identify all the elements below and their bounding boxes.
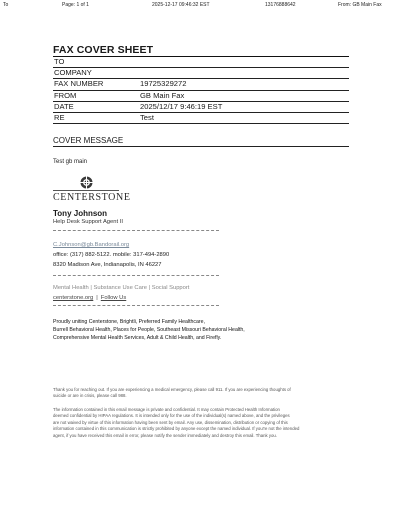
fax-header-datetime: 2025-12-17 09:46:32 EST bbox=[152, 2, 210, 8]
uniting-line: Burrell Behavioral Health, Places for People, Southeast Missouri Behavioral Health, bbox=[53, 327, 245, 333]
field-value: 19725329272 bbox=[139, 79, 349, 90]
signature-job-title: Help Desk Support Agent II bbox=[53, 219, 123, 225]
field-row-fax-number bbox=[53, 79, 349, 90]
signature-tagline: Mental Health | Substance Use Care | Social Support bbox=[53, 285, 190, 291]
confidentiality-line: The information contained in this email message is private and confidential. It may contain Protected Health Information bbox=[53, 407, 280, 412]
link-separator: | bbox=[96, 295, 98, 301]
field-row-date bbox=[53, 101, 349, 112]
signature-links bbox=[53, 295, 126, 301]
confidentiality-line: are not waived by virtue of this information having been sent by email. Any use, dissemination, distribution or copying of this bbox=[53, 419, 288, 425]
signature-divider bbox=[53, 275, 219, 276]
centerstone-logo-icon bbox=[80, 176, 93, 189]
follow-us-link[interactable]: Follow Us bbox=[100, 295, 127, 301]
crisis-notice bbox=[53, 387, 349, 400]
logo-divider bbox=[53, 190, 119, 191]
confidentiality-line: agent, if you have received this email in error, please notify the sender immediately and destroy this email. Thank you. bbox=[53, 432, 277, 438]
signature-divider bbox=[53, 230, 219, 231]
uniting-line: Proudly uniting Centerstone, Brightli, Preferred Family Healthcare, bbox=[53, 319, 205, 325]
notice-line: Thank you for reaching out. If you are experiencing a medical emergency, please call 911. If you are experiencing thoughts of bbox=[53, 387, 291, 392]
field-value bbox=[139, 57, 349, 68]
field-value: GB Main Fax bbox=[139, 90, 349, 101]
notice-line: suicide or are in crisis, please call 988. bbox=[53, 393, 127, 399]
confidentiality-notice bbox=[53, 407, 349, 439]
cover-message-divider bbox=[53, 146, 349, 147]
field-row-re bbox=[53, 113, 349, 124]
fax-header-number: 13176888642 bbox=[265, 2, 296, 8]
website-link[interactable]: centerstone.org bbox=[53, 295, 94, 301]
uniting-line: Comprehensive Mental Health Services, Adult & Child Health, and Firefly. bbox=[53, 335, 222, 341]
signature-address: 8320 Madison Ave, Indianapolis, IN 46227 bbox=[53, 262, 162, 268]
field-label: TO bbox=[53, 57, 139, 68]
field-value: 2025/12/17 9:46:19 EST bbox=[139, 101, 349, 112]
centerstone-logo-text: CENTERSTONE bbox=[53, 192, 131, 203]
fax-transmission-header bbox=[0, 2, 400, 10]
document-title: FAX COVER SHEET bbox=[53, 44, 154, 56]
fax-header-page: Page: 1 of 1 bbox=[62, 2, 89, 8]
field-label: COMPANY bbox=[53, 68, 139, 79]
cover-message-heading: COVER MESSAGE bbox=[53, 136, 124, 145]
signature-email-link[interactable]: C.Johnson@gb.Bandorail.org bbox=[53, 242, 130, 248]
signature-phone: office: (317) 882-5122. mobile: 317-494-2890 bbox=[53, 252, 170, 258]
signature-divider bbox=[53, 305, 219, 306]
fax-fields-table bbox=[53, 57, 349, 124]
signature-name: Tony Johnson bbox=[53, 209, 108, 218]
field-label: RE bbox=[53, 113, 139, 124]
cover-message-text: Test gb main bbox=[53, 159, 88, 165]
confidentiality-line: deemed confidential by HIPAA regulations. It is intended only for the use of the individual(s) named above, and the privileges bbox=[53, 413, 290, 419]
field-label: DATE bbox=[53, 101, 139, 112]
fax-header-from: From: GB Main Fax bbox=[338, 2, 382, 8]
field-label: FAX NUMBER bbox=[53, 79, 139, 90]
fax-header-to: To bbox=[3, 2, 9, 8]
field-row-to bbox=[53, 57, 349, 68]
field-row-from bbox=[53, 90, 349, 101]
field-value: Test bbox=[139, 113, 349, 124]
field-label: FROM bbox=[53, 90, 139, 101]
confidentiality-line: information contained in this communication is strictly prohibited by anyone except the named individual. If you're not the intended bbox=[53, 426, 300, 432]
field-value bbox=[139, 68, 349, 79]
field-row-company bbox=[53, 68, 349, 79]
uniting-statement bbox=[53, 318, 353, 342]
